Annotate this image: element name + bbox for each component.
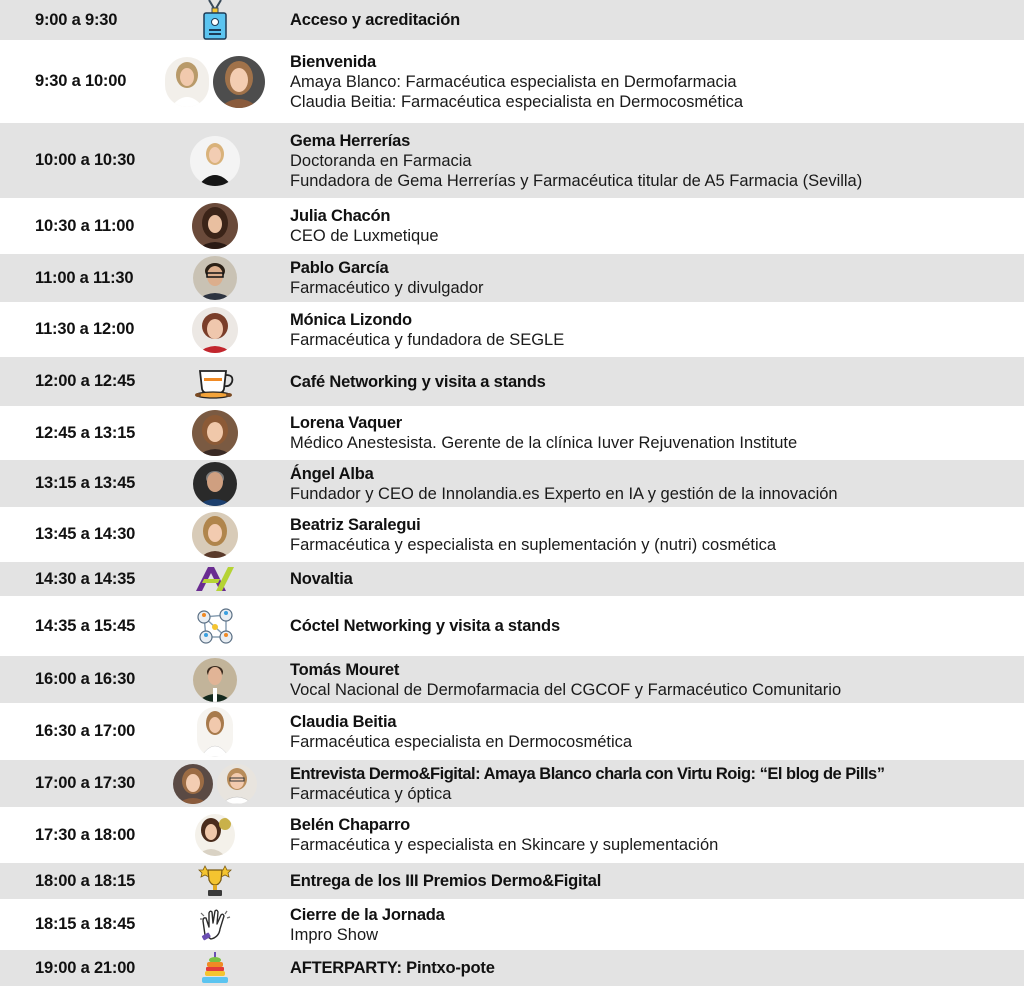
row-media [160,512,270,558]
speaker-avatar-tomas [193,658,237,702]
speaker-avatar-virtu [217,764,257,804]
row-line: Amaya Blanco: Farmacéutica especialista en Dermofarmacia [290,72,737,91]
agenda-row-gema [0,123,1024,198]
row-content [290,413,1012,453]
row-time: 17:00 a 17:30 [35,774,136,792]
row-media [160,203,270,249]
row-title: Novaltia [290,570,353,588]
row-time: 11:00 a 11:30 [35,268,134,287]
row-media [160,603,270,649]
agenda-row-claudia [0,703,1024,760]
row-time: 18:00 a 18:15 [35,871,136,890]
row-title: Acceso y acreditación [290,11,461,29]
row-line: Farmacéutica y especialista en Skincare y suplementación [290,836,719,854]
row-time: 9:30 a 10:00 [35,72,127,90]
row-content [290,815,1012,855]
agenda-row-cierre [0,899,1024,950]
row-line: Farmacéutica especialista en Dermocosmética [290,732,633,751]
row-title: Cóctel Networking y visita a stands [290,617,560,635]
row-line: Farmacéutico y divulgador [290,279,484,297]
agenda-row-novaltia [0,562,1024,596]
agenda-row-acceso [0,0,1024,40]
row-content [290,310,1012,350]
row-title: Gema Herrerías [290,131,411,150]
row-content [290,10,1012,30]
row-title: AFTERPARTY: Pintxo-pote [290,959,495,977]
row-time: 9:00 a 9:30 [35,10,118,29]
row-title: Mónica Lizondo [290,310,412,329]
row-title: Beatriz Saralegui [290,515,421,534]
row-title: Pablo García [290,259,389,277]
row-time: 18:15 a 18:45 [35,915,136,933]
row-media [160,658,270,702]
row-title: Bienvenida [290,52,377,71]
row-media [160,307,270,353]
row-time: 10:30 a 11:00 [35,216,135,235]
row-media [160,0,270,40]
speaker-avatar-angel [193,462,237,506]
row-content [290,712,1012,752]
row-media [160,707,270,757]
speaker-avatar-gema [190,136,240,186]
agenda-row-belen [0,807,1024,863]
row-content [290,131,1012,191]
agenda-row-bienvenida [0,40,1024,123]
row-content [290,52,1012,112]
agenda-row-lorena [0,406,1024,460]
row-media [160,136,270,186]
speaker-avatar-amaya [165,57,209,107]
row-content [290,372,1012,392]
coffee-cup-icon [192,365,238,399]
pintxo-icon [198,951,232,985]
speaker-avatar-monica [192,307,238,353]
row-title: Ángel Alba [290,464,374,483]
speaker-avatar-julia [192,203,238,249]
row-media [160,907,270,943]
row-media [160,814,270,856]
row-title: Claudia Beitia [290,712,397,731]
speaker-avatar-amaya [173,764,213,804]
row-title: Lorena Vaquer [290,414,403,432]
row-time: 19:00 a 21:00 [35,958,136,977]
row-content [290,871,1012,891]
row-title: Cierre de la Jornada [290,905,445,924]
agenda-row-tomas [0,656,1024,703]
row-content [290,660,1012,700]
row-line: Farmacéutica y óptica [290,784,452,803]
agenda-row-cafe [0,357,1024,406]
row-media [160,410,270,456]
row-time: 11:30 a 12:00 [35,320,135,338]
row-media [160,56,270,108]
row-line: Farmacéutica y fundadora de SEGLE [290,330,565,349]
row-title: Entrevista Dermo&Figital: Amaya Blanco charla con Virtu Roig: “El blog de Pills” [290,764,885,783]
row-title: Entrega de los III Premios Dermo&Figital [290,872,602,890]
row-time: 13:45 a 14:30 [35,525,136,543]
row-time: 10:00 a 10:30 [35,151,136,169]
speaker-avatar-pablo [193,256,237,300]
row-time: 12:45 a 13:15 [35,423,136,442]
speaker-avatar-claudia [213,56,265,108]
row-media [160,462,270,506]
row-time: 12:00 a 12:45 [35,372,136,390]
row-line: Vocal Nacional de Dermofarmacia del CGCOF y Farmacéutico Comunitario [290,680,842,699]
novaltia-logo-icon [194,565,236,593]
row-line: Claudia Beitia: Farmacéutica especialista en Dermocosmética [290,92,744,111]
row-time: 17:30 a 18:00 [35,825,136,844]
agenda-row-afterparty [0,950,1024,986]
clapping-hands-icon [197,907,233,943]
agenda-row-entrevista [0,760,1024,807]
row-line: Impro Show [290,925,379,944]
speaker-avatar-lorena [192,410,238,456]
row-title: Belén Chaparro [290,816,411,834]
row-title: Café Networking y visita a stands [290,372,546,391]
row-line: Fundador y CEO de Innolandia.es Experto en IA y gestión de la innovación [290,484,838,503]
row-time: 16:00 a 16:30 [35,670,136,688]
row-media [160,864,270,898]
row-time: 13:15 a 13:45 [35,474,136,492]
row-content [290,958,1012,978]
row-line: Farmacéutica y especialista en suplementación y (nutri) cosmética [290,535,777,554]
trophy-icon [197,864,233,898]
row-content [290,764,1012,804]
row-time: 14:30 a 14:35 [35,569,136,588]
row-content [290,206,1012,246]
row-media [160,365,270,399]
agenda-row-angel [0,460,1024,507]
row-media [160,565,270,593]
speaker-avatar-belen [195,814,235,856]
agenda-row-coctel [0,596,1024,656]
row-line: Doctoranda en Farmacia [290,151,472,170]
row-content [290,464,1012,504]
row-content [290,905,1012,945]
agenda-row-julia [0,198,1024,254]
row-line: Médico Anestesista. Gerente de la clínica Iuver Rejuvenation Institute [290,434,798,452]
agenda-row-beatriz [0,507,1024,562]
badge-icon [200,0,230,40]
agenda-row-premios [0,863,1024,899]
agenda-row-monica [0,302,1024,357]
row-time: 14:35 a 15:45 [35,616,136,635]
row-time: 16:30 a 17:00 [35,722,136,740]
network-people-icon [192,603,238,649]
row-line: Fundadora de Gema Herrerías y Farmacéutica titular de A5 Farmacia (Sevilla) [290,171,863,190]
agenda-row-pablo [0,254,1024,302]
speaker-avatar-beatriz [192,512,238,558]
row-content [290,515,1012,555]
row-content [290,258,1012,298]
row-media [160,951,270,985]
row-content [290,616,1012,636]
row-content [290,569,1012,589]
row-title: Julia Chacón [290,207,391,225]
row-line: CEO de Luxmetique [290,227,439,245]
row-media [160,256,270,300]
row-title: Tomás Mouret [290,660,400,679]
speaker-avatar-claudia [197,707,233,757]
row-media [160,764,270,804]
